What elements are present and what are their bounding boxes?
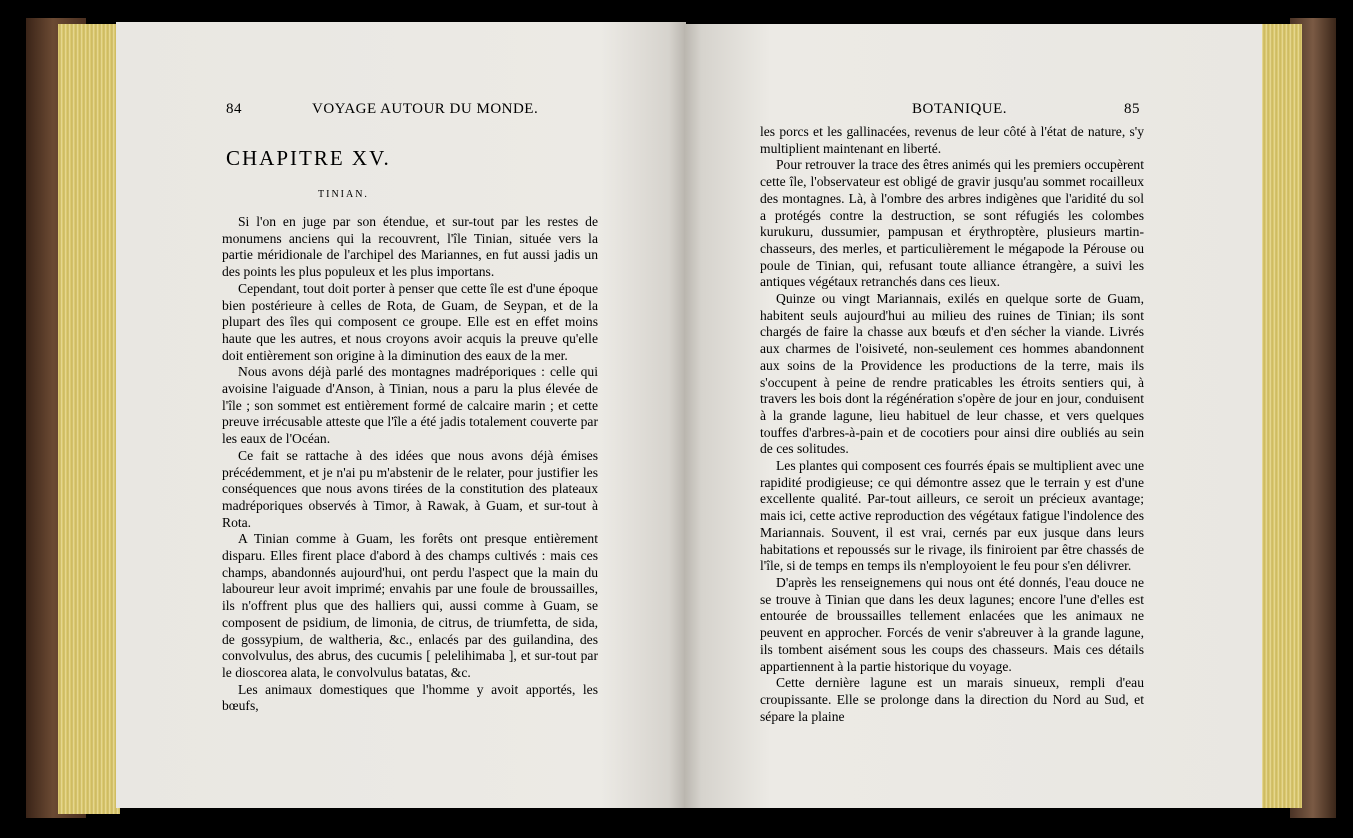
right-page-number: 85 [1124, 101, 1140, 117]
paragraph: D'après les renseignemens qui nous ont été donnés, l'eau douce ne se trouve à Tinian que dans les deux lagunes; encore l'une d'elles est entourée de broussailles tellement enlacées que les animaux ne peuvent en approcher. Forcés de venir s'abreuver à la grande lagune, ils tombent aisément sous les coups des chasseurs. Mais ces détails appartiennent à la partie historique du voyage. [760, 574, 1144, 674]
paragraph: Quinze ou vingt Mariannais, exilés en quelque sorte de Guam, habitent seuls aujourd'hui au milieu des ruines de Tinian; ils sont chargés de faire la chasse aux bœufs et d'en sécher la viande. Livrés aux charmes de l'oisiveté, non-seulement ces hommes abandonnent aux soins de la Providence les productions de la terre, mais ils s'occupent à peine de rendre praticables les étroits sentiers qui, à travers les bois dont la régénération s'opère de jour en jour, conduisent à la grande lagune, lieu habituel de leur chasse, et vers quelques touffes d'arbres-à-pain et de cocotiers pour ainsi dire oubliés au sein de ces solitudes. [760, 291, 1144, 457]
paragraph: Les plantes qui composent ces fourrés épais se multiplient avec une rapidité prodigieuse; ce qui démontre assez que le terrain y est d'une excellente qualité. Par-tout ailleurs, ce seroit un précieux avantage; mais ici, cette active reproduction des végétaux fatigue l'indolence des Mariannais. Souvent, il est vrai, cernés par eux jusque dans leurs habitations et repoussés sur le rivage, ils finiroient par être chassés de l'île, si de temps en temps ils n'employoient le feu pour s'en délivrer. [760, 458, 1144, 574]
left-running-head: VOYAGE AUTOUR DU MONDE. [312, 101, 539, 117]
paragraph: A Tinian comme à Guam, les forêts ont presque entièrement disparu. Elles firent place d'abord à des champs cultivés : mais ces champs, abandonnés aujourd'hui, ont perdu l'aspect que la main du laboureur leur avoit imprimé; envahis par une foule de broussailles, ils n'offrent plus que des halliers qui, aussi comme à Guam, se composent de psidium, de limonia, de citrus, de triumfetta, de sida, de gossypium, de waltheria, &c., enlacés par des guilandina, des convolvulus, des abrus, des cucumis [ pelelihimaba ], et sur-tout par le dioscorea alata, le convolvulus batatas, &c. [222, 531, 598, 680]
right-running-head: BOTANIQUE. [912, 101, 1008, 117]
paragraph: Cette dernière lagune est un marais sinueux, rempli d'eau croupissante. Elle se prolonge dans la direction du Nord au Sud, et sépare la plaine [760, 675, 1144, 724]
paragraph: les porcs et les gallinacées, revenus de leur côté à l'état de nature, s'y multiplient maintenant en liberté. [760, 124, 1144, 156]
left-page-body [222, 214, 598, 715]
page-edges-left [58, 24, 120, 814]
paragraph: Cependant, tout doit porter à penser que cette île est d'une époque bien postérieure à celles de Rota, de Guam, de Seypan, et de la plupart des îles qui composent ce groupe. Elle est en effet moins haute que les autres, et nous croyons avoir acquis la preuve qu'elle doit entièrement son origine à la diminution des eaux de la mer. [222, 280, 598, 363]
left-page-number: 84 [226, 101, 242, 117]
right-page-body [760, 124, 1144, 725]
chapter-title: CHAPITRE XV. [226, 146, 391, 170]
paragraph: Pour retrouver la trace des êtres animés qui les premiers occupèrent cette île, l'observateur est obligé de gravir jusqu'au sommet rocailleux des montagnes. Là, à l'ombre des arbres indigènes que l'aridité du sol a protégés contre la destruction, se sont réfugiés les colombes kurukuru, dussumier, pampusan et érythroptère, plusieurs martin-chasseurs, des merles, et particulièrement le mégapode la Pérouse ou poule de Tinian, qui, refusant toute alliance étrangère, a suivi les antiques végétaux retranchés dans ces lieux. [760, 157, 1144, 290]
chapter-subtitle: TINIAN. [318, 189, 369, 200]
paragraph: Si l'on en juge par son étendue, et sur-tout par les restes de monumens anciens qui la recouvrent, l'île Tinian, située vers la partie méridionale de l'archipel des Mariannes, en fut aussi jadis un des points les plus populeux et les plus importans. [222, 214, 598, 280]
paragraph: Nous avons déjà parlé des montagnes madréporiques : celle qui avoisine l'aiguade d'Anson, à Tinian, nous a paru la plus élevée de l'île ; son sommet est entièrement formé de calcaire marin ; et cette preuve irrécusable atteste que l'île a été jadis totalement couverte par les eaux de l'Océan. [222, 364, 598, 447]
paragraph: Les animaux domestiques que l'homme y avoit apportés, les bœufs, [222, 681, 598, 714]
paragraph: Ce fait se rattache à des idées que nous avons déjà émises précédemment, et je n'ai pu m'abstenir de le relater, pour justifier les conséquences que nous avons tirées de la constitution des plateaux madréporiques observés à Timor, à Rawak, à Guam, et sur-tout à Rota. [222, 447, 598, 530]
